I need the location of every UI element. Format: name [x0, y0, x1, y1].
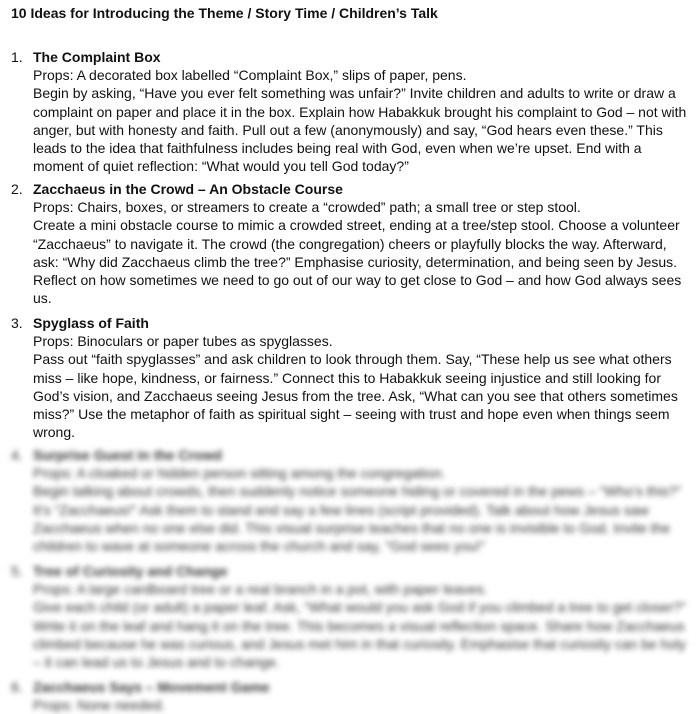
item-line: anger, but with honesty and faith. Pull out a few (anonymously) and say, “God hears even these.” This [33, 121, 663, 138]
list-item [11, 314, 686, 441]
item-line: Begin by asking, “Have you ever felt something was unfair?” Invite children and adults to write or draw a [33, 85, 676, 102]
item-heading: Zacchaeus Says – Movement Game [33, 679, 270, 695]
item-line: Pass out “faith spyglasses” and ask children to look through them. Say, “These help us see what others [33, 351, 672, 368]
item-line: Reflect on how sometimes we need to go out of our way to get close to God – and how God always sees [33, 272, 682, 289]
item-number: 1. [11, 49, 23, 65]
item-line: Props: Chairs, boxes, or streamers to create a “crowded” path; a small tree or step stool. [33, 199, 581, 216]
item-line: leads to the idea that faithfulness includes being real with God, even when we’re upset. End with a [33, 140, 642, 157]
item-line: climbed because he was curious, and Jesus met him in that curiosity. Emphasise that curiosity can be holy [33, 635, 686, 652]
list-item [11, 446, 686, 555]
item-number: 5. [11, 563, 23, 579]
item-line: Give each child (or adult) a paper leaf. Ask, “What would you ask God if you climbed a tree to get closer?” [33, 599, 686, 616]
item-line: Write it on the leaf and hang it on the tree. This becomes a visual reflection space. Share how Zacchaeus [33, 617, 685, 634]
list-item [11, 562, 686, 671]
item-line: us. [33, 290, 52, 307]
list-item [11, 48, 686, 175]
item-line: miss – like hope, kindness, or fairness.” Connect this to Habakkuk seeing injustice and still looking for [33, 369, 661, 386]
item-heading: Tree of Curiosity and Change [33, 563, 228, 579]
item-line: Props: A decorated box labelled “Complaint Box,” slips of paper, pens. [33, 67, 467, 84]
item-heading: Zacchaeus in the Crowd – An Obstacle Course [33, 181, 343, 197]
list-item [11, 180, 686, 307]
item-line: miss?” Use the metaphor of faith as spiritual sight – seeing with trust and hope even when things seem [33, 406, 670, 423]
item-heading: The Complaint Box [33, 49, 161, 65]
item-line: Begin talking about crowds, then suddenly notice someone hiding or covered in the pews – “Who’s this?” [33, 483, 682, 500]
item-heading: Spyglass of Faith [33, 315, 149, 331]
item-number: 6. [11, 679, 23, 695]
item-line: Props: A large cardboard tree or a real branch in a pot, with paper leaves. [33, 581, 488, 598]
item-line: wrong. [33, 424, 76, 441]
item-heading: Surprise Guest in the Crowd [33, 447, 223, 463]
item-line: moment of quiet reflection: “What would you tell God today?” [33, 158, 409, 175]
item-number: 4. [11, 447, 23, 463]
item-line: God’s vision, and Zacchaeus seeing Jesus from the tree. Ask, “What can you see that others sometimes [33, 387, 678, 404]
item-number: 2. [11, 181, 23, 197]
item-line: Props: A cloaked or hidden person sitting among the congregation. [33, 465, 446, 482]
page-title: 10 Ideas for Introducing the Theme / Story Time / Children’s Talk [11, 5, 438, 21]
item-line: “Zacchaeus” to navigate it. The crowd (the congregation) cheers or playfully blocks the way. Afterward, [33, 235, 667, 252]
item-line: Zacchaeus when no one else did. This visual surprise teaches that no one is invisible to God. Invite the [33, 519, 671, 536]
item-line: – it can lead us to Jesus and to change. [33, 654, 280, 671]
item-number: 3. [11, 315, 23, 331]
item-line: It’s “Zacchaeus!” Ask them to stand and say a few lines (script provided). Talk about how Jesus saw [33, 501, 649, 518]
list-item [11, 678, 686, 714]
item-line: complaint on paper and place it in the box. Explain how Habakkuk brought his complaint to God – not with [33, 103, 687, 120]
item-line: Props: Binoculars or paper tubes as spyglasses. [33, 333, 333, 350]
item-line: Props: None needed. [33, 697, 166, 714]
item-line: children to wave at someone across the church and say, “God sees you!” [33, 538, 485, 555]
item-line: ask: “Why did Zacchaeus climb the tree?” Emphasise curiosity, determination, and being seen by Jesus. [33, 253, 678, 270]
item-line: Create a mini obstacle course to mimic a crowded street, ending at a tree/step stool. Choose a volunteer [33, 217, 680, 234]
